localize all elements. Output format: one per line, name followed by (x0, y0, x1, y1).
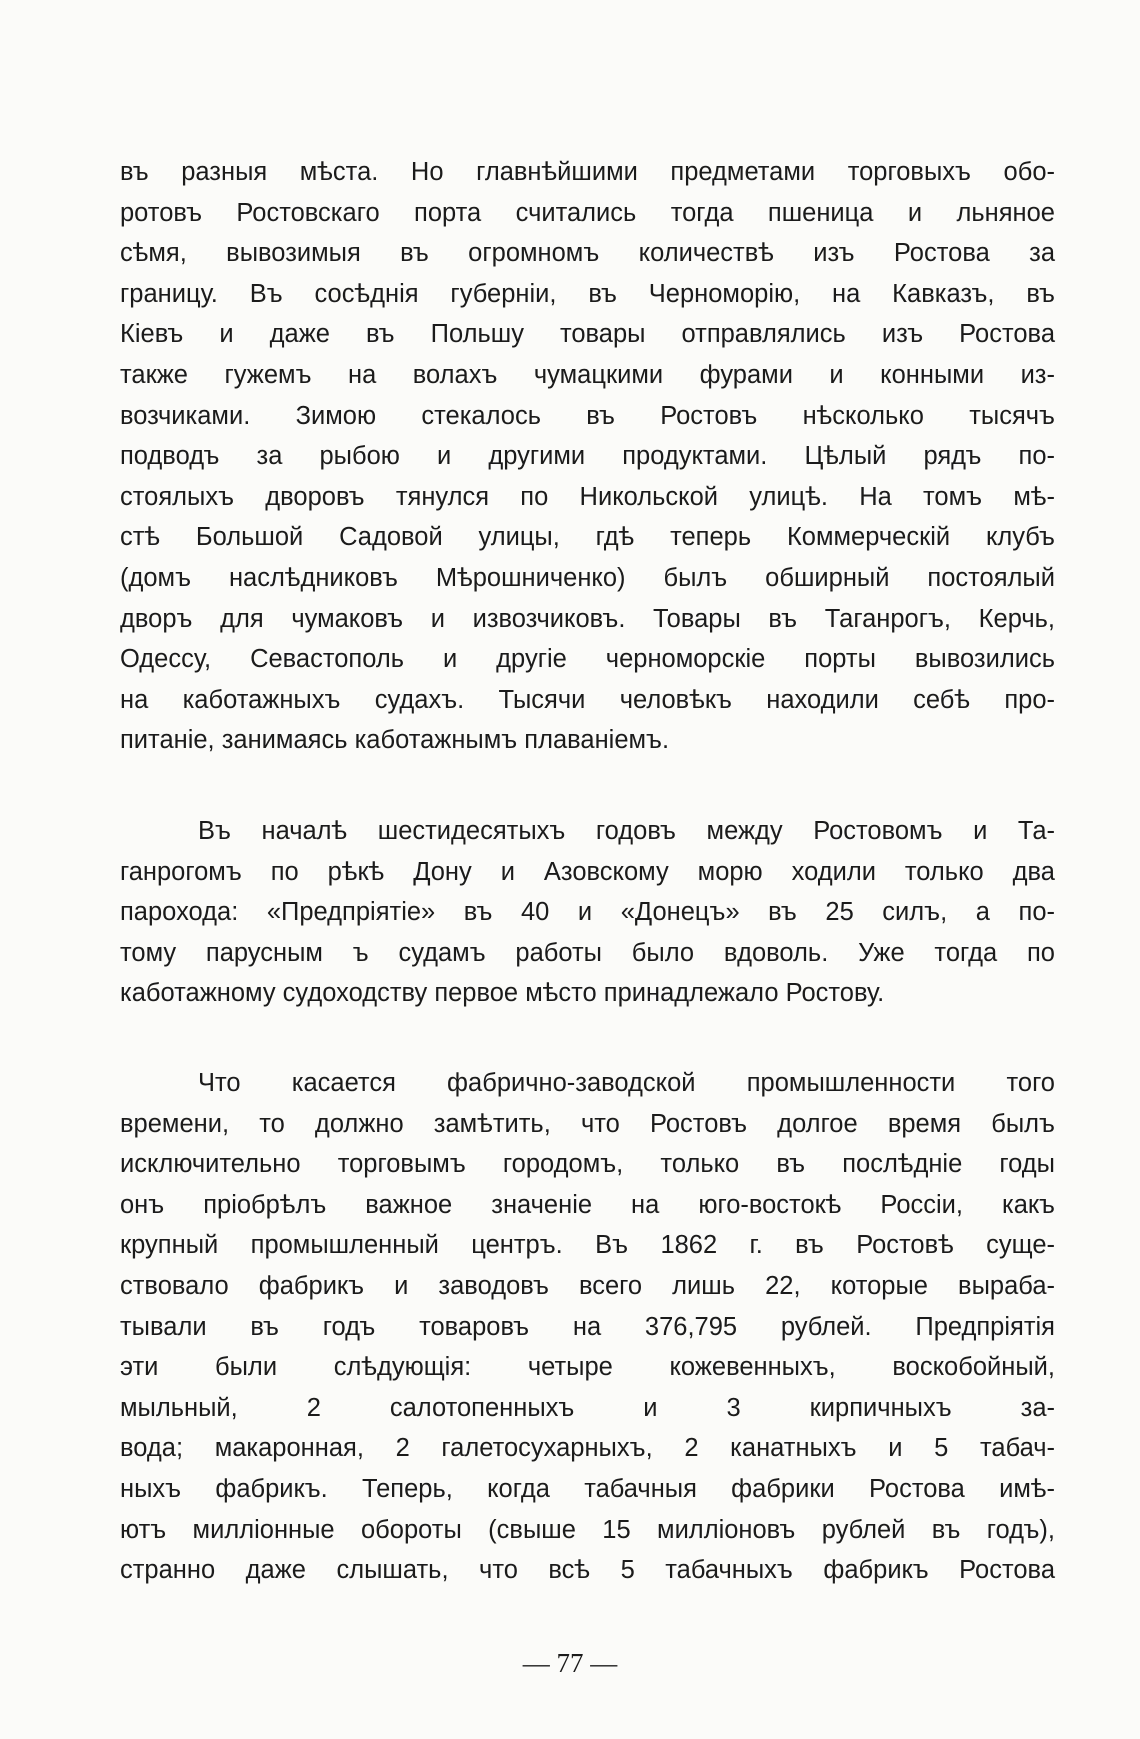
text-line: вода; макаронная, 2 галетосухарныхъ, 2 канатныхъ и 5 табач- (120, 1434, 1055, 1463)
text-line: исключительно торговымъ городомъ, только въ послѣдніе годы (120, 1150, 1055, 1179)
page-number: — 77 — (522, 1648, 618, 1678)
text-line: Въ началѣ шестидесятыхъ годовъ между Ростовомъ и Та- (198, 817, 1055, 845)
text-line: ныхъ фабрикъ. Теперь, когда табачныя фабрики Ростова имѣ- (120, 1474, 1055, 1503)
text-line: питаніе, занимаясь каботажнымъ плаваніемъ. (120, 726, 670, 755)
paragraph-3 (120, 1063, 1055, 1591)
text-line: ютъ милліонные обороты (свыше 15 милліоновъ рублей въ годъ), (120, 1515, 1055, 1544)
paragraph-2 (120, 811, 1055, 1014)
text-line: границу. Въ сосѣднія губерніи, въ Черноморію, на Кавказъ, въ (120, 279, 1055, 308)
text-line: эти были слѣдующія: четыре кожевенныхъ, воскобойный, (120, 1353, 1055, 1382)
text-line: также гужемъ на волахъ чумацкими фурами и конными из- (120, 360, 1055, 389)
text-line: ротовъ Ростовскаго порта считались тогда пшеница и льняное (120, 198, 1055, 227)
text-line: крупный промышленный центръ. Въ 1862 г. въ Ростовѣ суще- (120, 1231, 1055, 1260)
text-line: подводъ за рыбою и другими продуктами. Цѣлый рядъ по- (120, 442, 1055, 471)
text-line: Кіевъ и даже въ Польшу товары отправлялись изъ Ростова (120, 320, 1055, 349)
text-line: каботажному судоходству первое мѣсто принадлежало Ростову. (120, 979, 885, 1008)
text-line: сѣмя, вывозимыя въ огромномъ количествѣ изъ Ростова за (120, 239, 1055, 268)
text-line: тывали въ годъ товаровъ на 376,795 рублей. Предпріятія (120, 1312, 1055, 1341)
text-line: на каботажныхъ судахъ. Тысячи человѣкъ находили себѣ про- (120, 685, 1055, 714)
paragraph-1 (120, 152, 1055, 761)
text-line: стоялыхъ дворовъ тянулся по Никольской улицѣ. На томъ мѣ- (120, 482, 1055, 511)
text-line: времени, то должно замѣтить, что Ростовъ долгое время былъ (120, 1109, 1055, 1138)
text-line: (домъ наслѣдниковъ Мѣрошниченко) былъ обширный постоялый (120, 563, 1055, 592)
text-line: Что касается фабрично-заводской промышленности того (198, 1069, 1055, 1097)
text-line: ганрогомъ по рѣкѣ Дону и Азовскому морю ходили только два (120, 857, 1055, 886)
text-line: въ разныя мѣста. Но главнѣйшими предметами торговыхъ обо- (120, 158, 1055, 186)
text-line: Одессу, Севастополь и другіе черноморскіе порты вывозились (120, 645, 1055, 674)
text-line: ствовало фабрикъ и заводовъ всего лишь 22, которые выраба- (120, 1271, 1055, 1300)
text-line: онъ пріобрѣлъ важное значеніе на юго-востокѣ Россіи, какъ (120, 1190, 1055, 1219)
text-line: стѣ Большой Садовой улицы, гдѣ теперь Коммерческій клубъ (120, 523, 1055, 552)
text-line: возчиками. Зимою стекалось въ Ростовъ нѣсколько тысячъ (120, 401, 1055, 430)
text-line: дворъ для чумаковъ и извозчиковъ. Товары въ Таганрогъ, Керчь, (120, 604, 1055, 633)
text-line: тому парусным ъ судамъ работы было вдоволь. Уже тогда по (120, 938, 1055, 967)
text-line: парохода: «Предпріятіе» въ 40 и «Донецъ» въ 25 силъ, а по- (120, 898, 1055, 927)
text-line: мыльный, 2 салотопенныхъ и 3 кирпичныхъ за- (120, 1393, 1055, 1422)
text-line: странно даже слышать, что всѣ 5 табачныхъ фабрикъ Ростова (120, 1556, 1055, 1585)
